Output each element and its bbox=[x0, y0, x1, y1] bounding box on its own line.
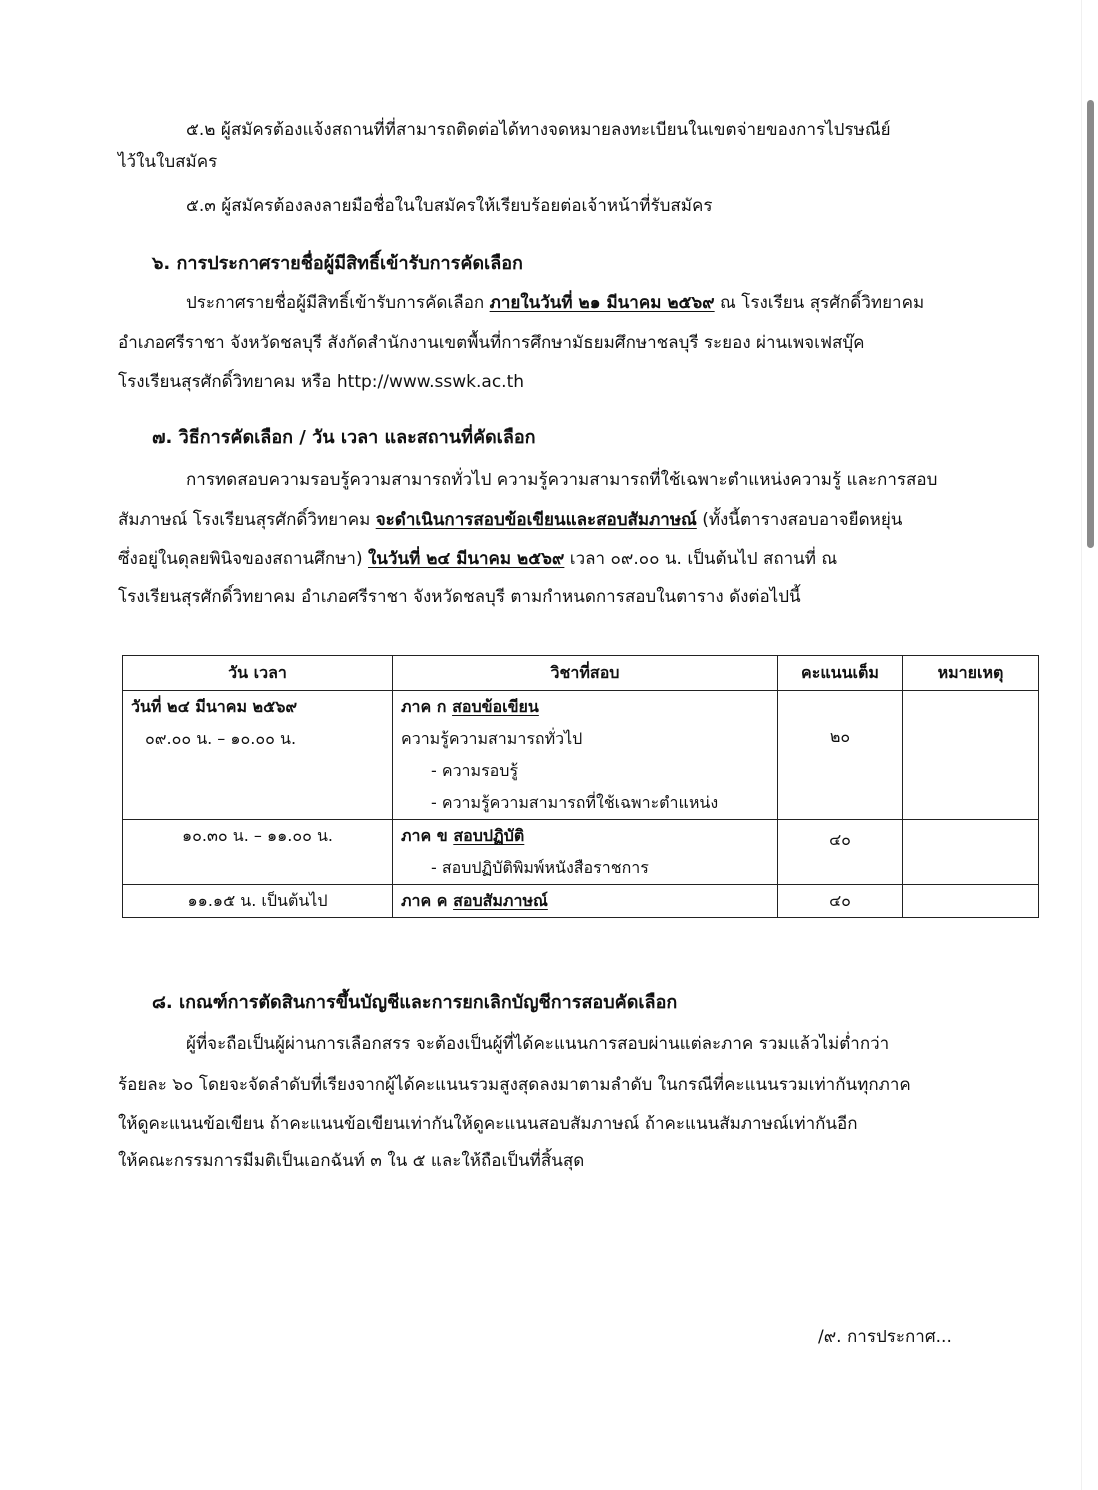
row1-date-time-cell bbox=[123, 691, 393, 820]
row1-score: ๒๐ bbox=[778, 691, 903, 820]
section7-paragraph-line4: โรงเรียนสุรศักดิ์วิทยาคม อำเภอศรีราชา จังหวัดชลบุรี ตามกำหนดการสอบในตาราง ดังต่อไปนี้ bbox=[118, 587, 801, 607]
section5-item2-line2: ไว้ในใบสมัคร bbox=[118, 152, 218, 172]
section8-paragraph-line2: ร้อยละ ๖๐ โดยจะจัดลำดับที่เรียงจากผู้ได้คะแนนรวมสูงสุดลงมาตามลำดับ ในกรณีที่คะแนนรวมเท่ากันทุกภาค bbox=[118, 1075, 911, 1095]
table-row bbox=[123, 820, 1039, 885]
header-remark: หมายเหตุ bbox=[903, 656, 1039, 691]
row3-subject-cell bbox=[393, 885, 778, 918]
row1-part-label: ภาค ก bbox=[401, 697, 453, 716]
row1-subject-cell bbox=[393, 691, 778, 820]
section5-item3: ๕.๓ ผู้สมัครต้องลงลายมือชื่อในใบสมัครให้เรียบร้อยต่อเจ้าหน้าที่รับสมัคร bbox=[186, 196, 713, 216]
section6-heading: ๖. การประกาศรายชื่อผู้มีสิทธิ์เข้ารับการคัดเลือก bbox=[152, 253, 523, 274]
header-date-time: วัน เวลา bbox=[123, 656, 393, 691]
vertical-scrollbar[interactable] bbox=[1081, 0, 1098, 1490]
exam-method: จะดำเนินการสอบข้อเขียนและสอบสัมภาษณ์ bbox=[375, 510, 697, 530]
section6-paragraph-line2: อำเภอศรีราชา จังหวัดชลบุรี สังกัดสำนักงานเขตพื้นที่การศึกษามัธยมศึกษาชลบุรี ระยอง ผ่านเพจเฟสบุ๊ค bbox=[118, 333, 865, 353]
exam-date: ในวันที่ ๒๔ มีนาคม ๒๕๖๙ bbox=[367, 549, 565, 569]
row3-time: ๑๑.๑๕ น. เป็นต้นไป bbox=[123, 885, 393, 918]
row3-note bbox=[903, 885, 1039, 918]
scrollbar-thumb[interactable] bbox=[1087, 100, 1094, 548]
row2-note bbox=[903, 820, 1039, 885]
exam-schedule-table bbox=[122, 655, 1039, 918]
section8-heading: ๘. เกณฑ์การตัดสินการขึ้นบัญชีและการยกเลิกบัญชีการสอบคัดเลือก bbox=[152, 992, 678, 1013]
row1-sub2: - ความรู้ความสามารถที่ใช้เฉพาะตำแหน่ง bbox=[431, 793, 719, 812]
section7-paragraph-line1: การทดสอบความรอบรู้ความสามารถทั่วไป ความรู้ความสามารถที่ใช้เฉพาะตำแหน่งความรู้ และการสอบ bbox=[186, 470, 938, 490]
header-full-score: คะแนนเต็ม bbox=[778, 656, 903, 691]
row2-part-name: สอบปฏิบัติ bbox=[453, 826, 525, 845]
section6-paragraph-line3: โรงเรียนสุรศักดิ์วิทยาคม หรือ http://www.sswk.ac.th bbox=[118, 372, 525, 392]
table-row bbox=[123, 885, 1039, 918]
row2-score: ๔๐ bbox=[778, 820, 903, 885]
header-subject: วิชาที่สอบ bbox=[393, 656, 778, 691]
table-row bbox=[123, 691, 1039, 820]
announcement-date: ภายในวันที่ ๒๑ มีนาคม ๒๕๖๙ bbox=[489, 293, 715, 313]
row3-part-name: สอบสัมภาษณ์ bbox=[453, 891, 548, 910]
section8-paragraph-line3: ให้ดูคะแนนข้อเขียน ถ้าคะแนนข้อเขียนเท่ากันให้ดูคะแนนสอบสัมภาษณ์ ถ้าคะแนนสัมภาษณ์เท่ากันอีก bbox=[118, 1114, 858, 1134]
row1-subject: ความรู้ความสามารถทั่วไป bbox=[401, 729, 583, 748]
section8-paragraph-line1: ผู้ที่จะถือเป็นผู้ผ่านการเลือกสรร จะต้องเป็นผู้ที่ได้คะแนนการสอบผ่านแต่ละภาค รวมแล้วไม่ต่ำกว่า bbox=[186, 1034, 890, 1054]
section7-heading: ๗. วิธีการคัดเลือก / วัน เวลา และสถานที่คัดเลือก bbox=[152, 427, 536, 448]
continuation-note: /๙. การประกาศ... bbox=[818, 1327, 952, 1347]
row2-sub1: - สอบปฏิบัติพิมพ์หนังสือราชการ bbox=[431, 858, 649, 877]
row1-date: วันที่ ๒๔ มีนาคม ๒๕๖๙ bbox=[131, 697, 298, 716]
row3-part-label: ภาค ค bbox=[401, 891, 454, 910]
section8-paragraph-line4: ให้คณะกรรมการมีมติเป็นเอกฉันท์ ๓ ใน ๕ และให้ถือเป็นที่สิ้นสุด bbox=[118, 1151, 585, 1171]
row2-part-label: ภาค ข bbox=[401, 826, 454, 845]
row2-time: ๑๐.๓๐ น. – ๑๑.๐๐ น. bbox=[123, 820, 393, 885]
table-header-row bbox=[123, 656, 1039, 691]
row1-sub1: - ความรอบรู้ bbox=[431, 761, 519, 780]
row2-subject-cell bbox=[393, 820, 778, 885]
row1-note bbox=[903, 691, 1039, 820]
section6-paragraph-line1: ประกาศรายชื่อผู้มีสิทธิ์เข้ารับการคัดเลือก ภายในวันที่ ๒๑ มีนาคม ๒๕๖๙ ณ โรงเรียน สุรศักดิ์วิทยาคม bbox=[186, 293, 925, 313]
section5-item2-line1: ๕.๒ ผู้สมัครต้องแจ้งสถานที่ที่สามารถติดต่อได้ทางจดหมายลงทะเบียนในเขตจ่ายของการไปรษณีย์ bbox=[186, 120, 891, 140]
section7-paragraph-line2: สัมภาษณ์ โรงเรียนสุรศักดิ์วิทยาคม จะดำเนินการสอบข้อเขียนและสอบสัมภาษณ์ (ทั้งนี้ตารางสอบอาจยืดหยุ่น bbox=[118, 510, 903, 530]
section7-paragraph-line3: ซึ่งอยู่ในดุลยพินิจของสถานศึกษา) ในวันที่ ๒๔ มีนาคม ๒๕๖๙ เวลา ๐๙.๐๐ น. เป็นต้นไป สถานที่ ณ bbox=[118, 549, 838, 569]
row1-part-name: สอบข้อเขียน bbox=[452, 697, 539, 716]
row1-time: ๐๙.๐๐ น. – ๑๐.๐๐ น. bbox=[145, 729, 297, 748]
row3-score: ๔๐ bbox=[778, 885, 903, 918]
